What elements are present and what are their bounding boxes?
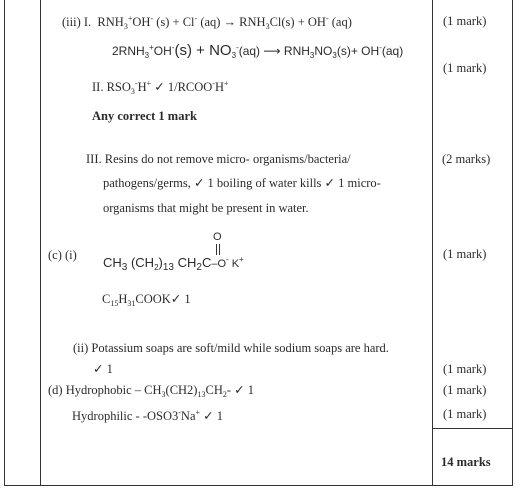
item-d-hydrophobic: (d) Hydrophobic – $CH_3(CH2)_{13}CH_2-$ ✓ 1 [48,383,254,399]
item-d-hydrophilic: Hydrophilic - -OSO3-Na+ ✓ 1 [72,408,223,423]
total-divider [432,428,513,429]
item-ii-answer: II. $RSO_3^-H^+$ ✓ 1/RCOO-H+ [92,79,229,96]
soap-molecular-formula: $C_{15}H_{31}COOK✓$ 1 [102,292,191,308]
mark-label: (1 mark) [443,247,487,261]
item-iii-line3: organisms that might be present in water. [103,201,309,215]
mark-label: (1 mark) [443,362,487,376]
mark-label: (1 mark) [443,383,487,397]
table-border-left [4,0,5,485]
item-c-label: (c) (i) [48,248,77,262]
equation-2: $2RNH_3^+OH^-(s) + NO_3^-(aq)$ ⟶ $RNH_3NO_3(s)+ OH^-(aq)$ [112,42,404,60]
table-border-bottom [4,485,513,486]
item-iii-line1: III. Resins do not remove micro- organisms/bacteria/ [86,152,351,166]
equation-1: (iii) I. $RNH_3^+OH^-$ (s) + Cl- $(aq) \to RNH_3Cl(s) + OH^-$ (aq) [62,14,352,31]
mark-label: (1 mark) [443,407,487,421]
table-border-right [512,0,513,485]
soap-structure-formula: $CH_3$ $(CH_2)_{13}$ $CH_2C-O^-$ K+ [103,255,244,273]
item-c-ii-line2: ✓ 1 [93,362,113,376]
item-c-ii-line1: (ii) Potassium soaps are soft/mild while sodium soaps are hard. [73,341,389,355]
mark-label: (2 marks) [442,152,491,166]
item-iii-line2: pathogens/germs, ✓ 1 boiling of water kills ✓ 1 micro- [103,176,381,190]
total-marks: 14 marks [441,455,491,469]
table-border-col1 [40,0,41,485]
any-correct-note: Any correct 1 mark [92,109,197,123]
table-border-col2 [432,0,433,485]
mark-label: (1 mark) [443,14,487,28]
mark-label: (1 mark) [443,61,487,75]
item-label: (iii) I. [62,15,92,29]
carbonyl-oxygen: O [213,231,222,243]
